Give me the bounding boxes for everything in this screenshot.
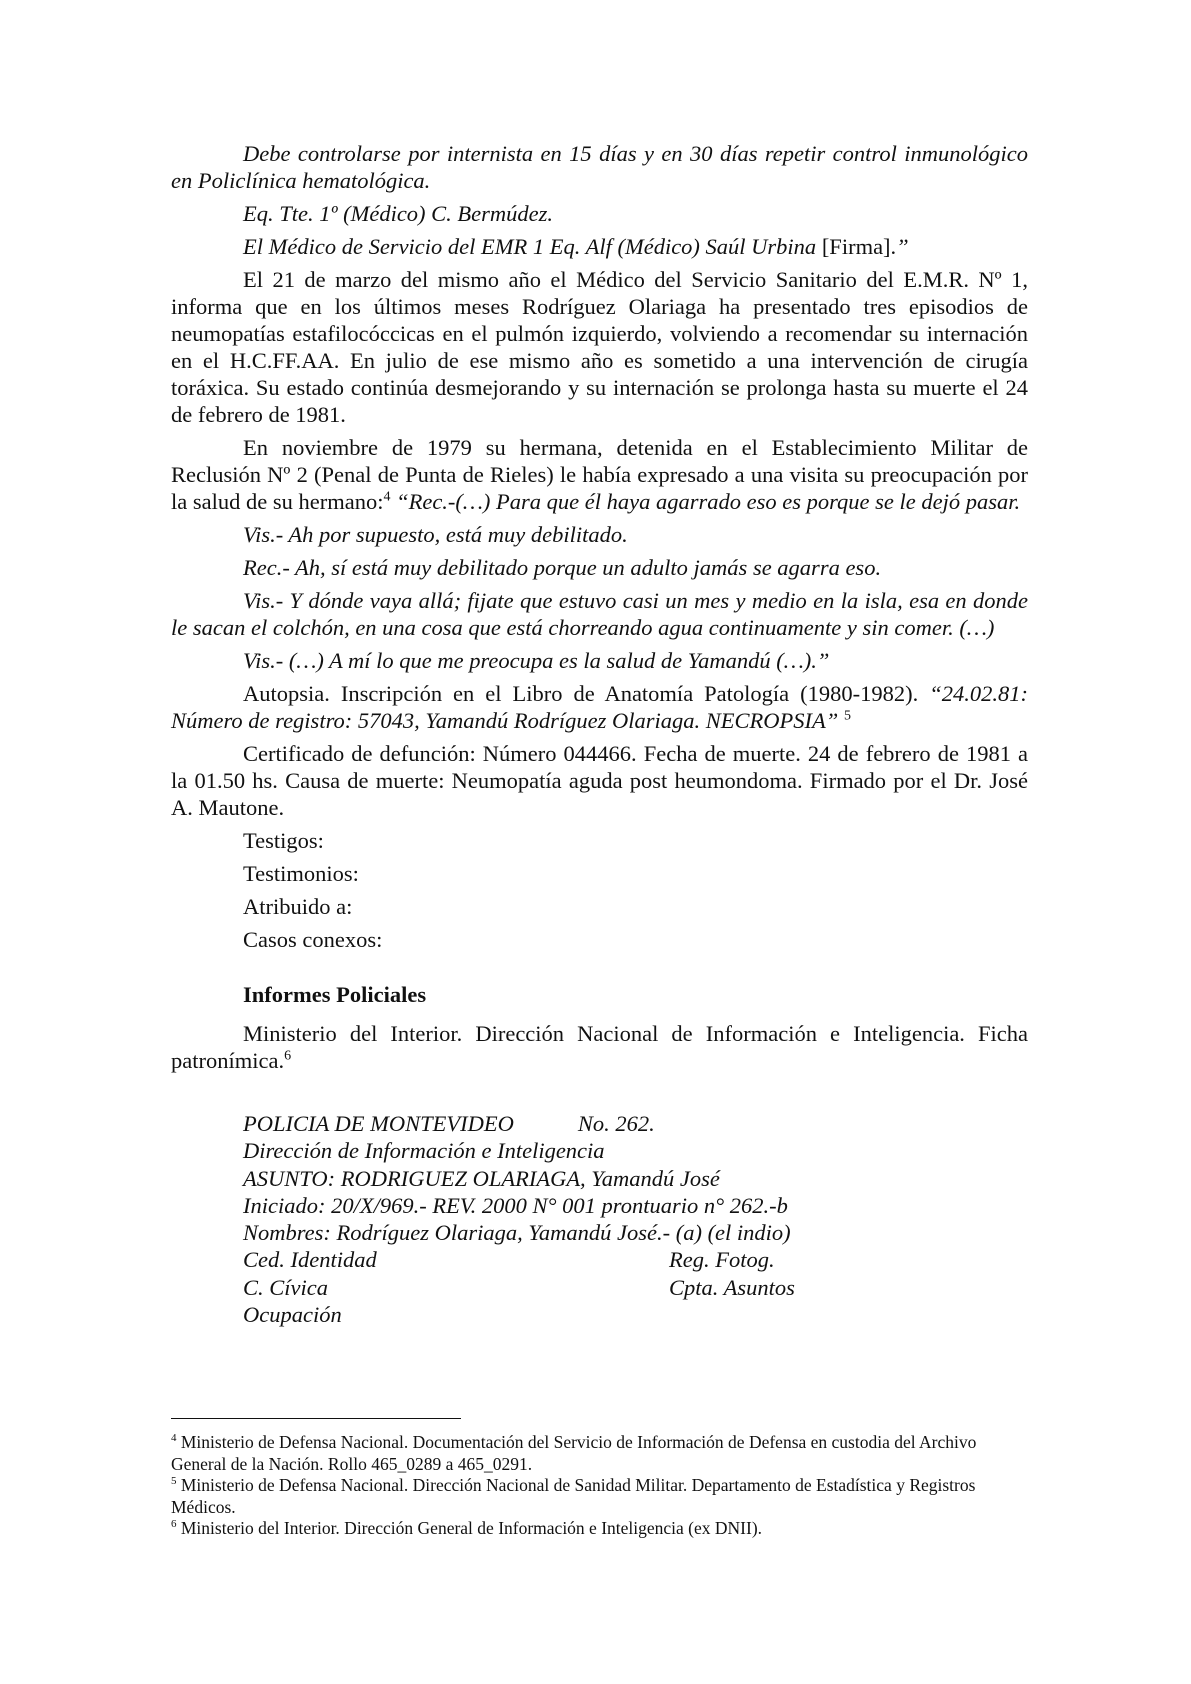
autopsy-text: Autopsia. Inscripción en el Libro de Anatomía Patología (1980-1982). [243,681,919,706]
footnote-ref-4: 4 [383,489,391,505]
police-line: Nombres: Rodríguez Olariaga, Yamandú José.- (a) (el indio) [243,1220,791,1246]
visit-quote: “Rec.-(…) Para que él haya agarrado eso es porque se le dejó pasar. [390,489,1021,514]
footnote-number: 4 [171,1432,177,1445]
police-line: ASUNTO: RODRIGUEZ OLARIAGA, Yamandú José [243,1165,720,1191]
autopsy-quote: “24.02.81: Número de registro: 57043, Yamandú Rodríguez Olariaga. NECROPSIA” [171,681,1028,733]
footnote-number: 6 [171,1518,177,1531]
footnote-text: Ministerio del Interior. Dirección General de Información e Inteligencia (ex DNII). [176,1518,763,1538]
label-atribuido: Atribuido a: [243,894,353,919]
paragraph-november-visit [171,434,1028,515]
paragraph-death-certificate: Certificado de defunción: Número 044466. Fecha de muerte. 24 de febrero de 1981 a la 01.50 hs. Causa de muerte: Neumopatía aguda post heumondoma. Firmado por el Dr. José A. Mautone. [171,741,1028,820]
police-field: Cpta. Asuntos [669,1274,795,1300]
footnotes [171,1432,1028,1540]
footnote-ref-6: 6 [284,1048,292,1064]
footnote [171,1432,1028,1475]
label-testigos: Testigos: [243,828,324,853]
footnote-ref-5: 5 [843,708,851,724]
police-field: Reg. Fotog. [669,1247,775,1273]
police-field: Ced. Identidad [243,1247,377,1273]
footnote [171,1518,1028,1540]
police-record [243,1110,1028,1328]
paragraph-march-report: El 21 de marzo del mismo año el Médico del Servicio Sanitario del E.M.R. Nº 1, informa que en los últimos meses Rodríguez Olariaga ha presentado tres episodios de neumopatías estafilocóccicas en el pulmón izquierdo, volviendo a recomendar su internación en el H.C.FF.AA. En julio de ese mismo año es sometido a una intervención de cirugía toráxica. Su estado continúa desmejorando y su internación se prolonga hasta su muerte el 24 de febrero de 1981. [171,267,1028,427]
document-body [171,140,1028,1328]
paragraph-autopsy [171,680,1028,734]
police-line: Iniciado: 20/X/969.- REV. 2000 N° 001 prontuario n° 262.-b [243,1192,788,1218]
dialogue-line: Vis.- Y dónde vaya allá; fijate que estuvo casi un mes y medio en la isla, esa en donde le sacan el colchón, en una cosa que está chorreando agua continuamente y sin comer. (…) [171,588,1028,640]
police-title: POLICIA DE MONTEVIDEO [243,1111,514,1136]
footnote-number: 5 [171,1475,177,1488]
section-title: Informes Policiales [243,982,427,1007]
paragraph-ficha [171,1020,1028,1074]
ficha-text: Ministerio del Interior. Dirección Nacional de Información e Inteligencia. Ficha patronímica. [171,1021,1028,1073]
visit-intro: En noviembre de 1979 su hermana, detenida en el Establecimiento Militar de Reclusión Nº 2 (Penal de Punta de Rieles) le había expresado a una visita su preocupación por la salud de su hermano: [171,435,1028,514]
dialogue-line: Rec.- Ah, sí está muy debilitado porque un adulto jamás se agarra eso. [243,555,882,580]
footnote-divider [171,1418,461,1419]
footnote [171,1475,1028,1518]
paragraph-signature-urbina [171,233,1028,260]
label-casos-conexos: Casos conexos: [243,927,383,952]
paragraph-signature-bermudez: Eq. Tte. 1º (Médico) C. Bermúdez. [243,201,554,226]
police-number: No. 262. [577,1111,655,1136]
firma-text: [Firma]. [816,234,897,259]
police-line: Ocupación [243,1302,342,1328]
police-header-line [243,1110,1028,1137]
closing-quote: ” [896,234,909,259]
footnote-text: Ministerio de Defensa Nacional. Documentación del Servicio de Información de Defensa en custodia del Archivo General de la Nación. Rollo 465_0289 a 465_0291. [171,1432,977,1474]
police-row [243,1274,1028,1301]
dialogue-line: Vis.- Ah por supuesto, está muy debilitado. [243,522,628,547]
police-row [243,1246,1028,1273]
paragraph-medical-control: Debe controlarse por internista en 15 días y en 30 días repetir control inmunológico en Policlínica hematológica. [171,141,1028,193]
police-line: Dirección de Información e Inteligencia [243,1138,605,1164]
urbina-text: El Médico de Servicio del EMR 1 Eq. Alf (Médico) Saúl Urbina [243,234,817,259]
dialogue-line: Vis.- (…) A mí lo que me preocupa es la salud de Yamandú (…).” [243,648,830,673]
footnote-text: Ministerio de Defensa Nacional. Dirección Nacional de Sanidad Militar. Departamento de Estadística y Registros Médicos. [171,1475,976,1517]
police-field: C. Cívica [243,1274,328,1300]
label-testimonios: Testimonios: [243,861,359,886]
